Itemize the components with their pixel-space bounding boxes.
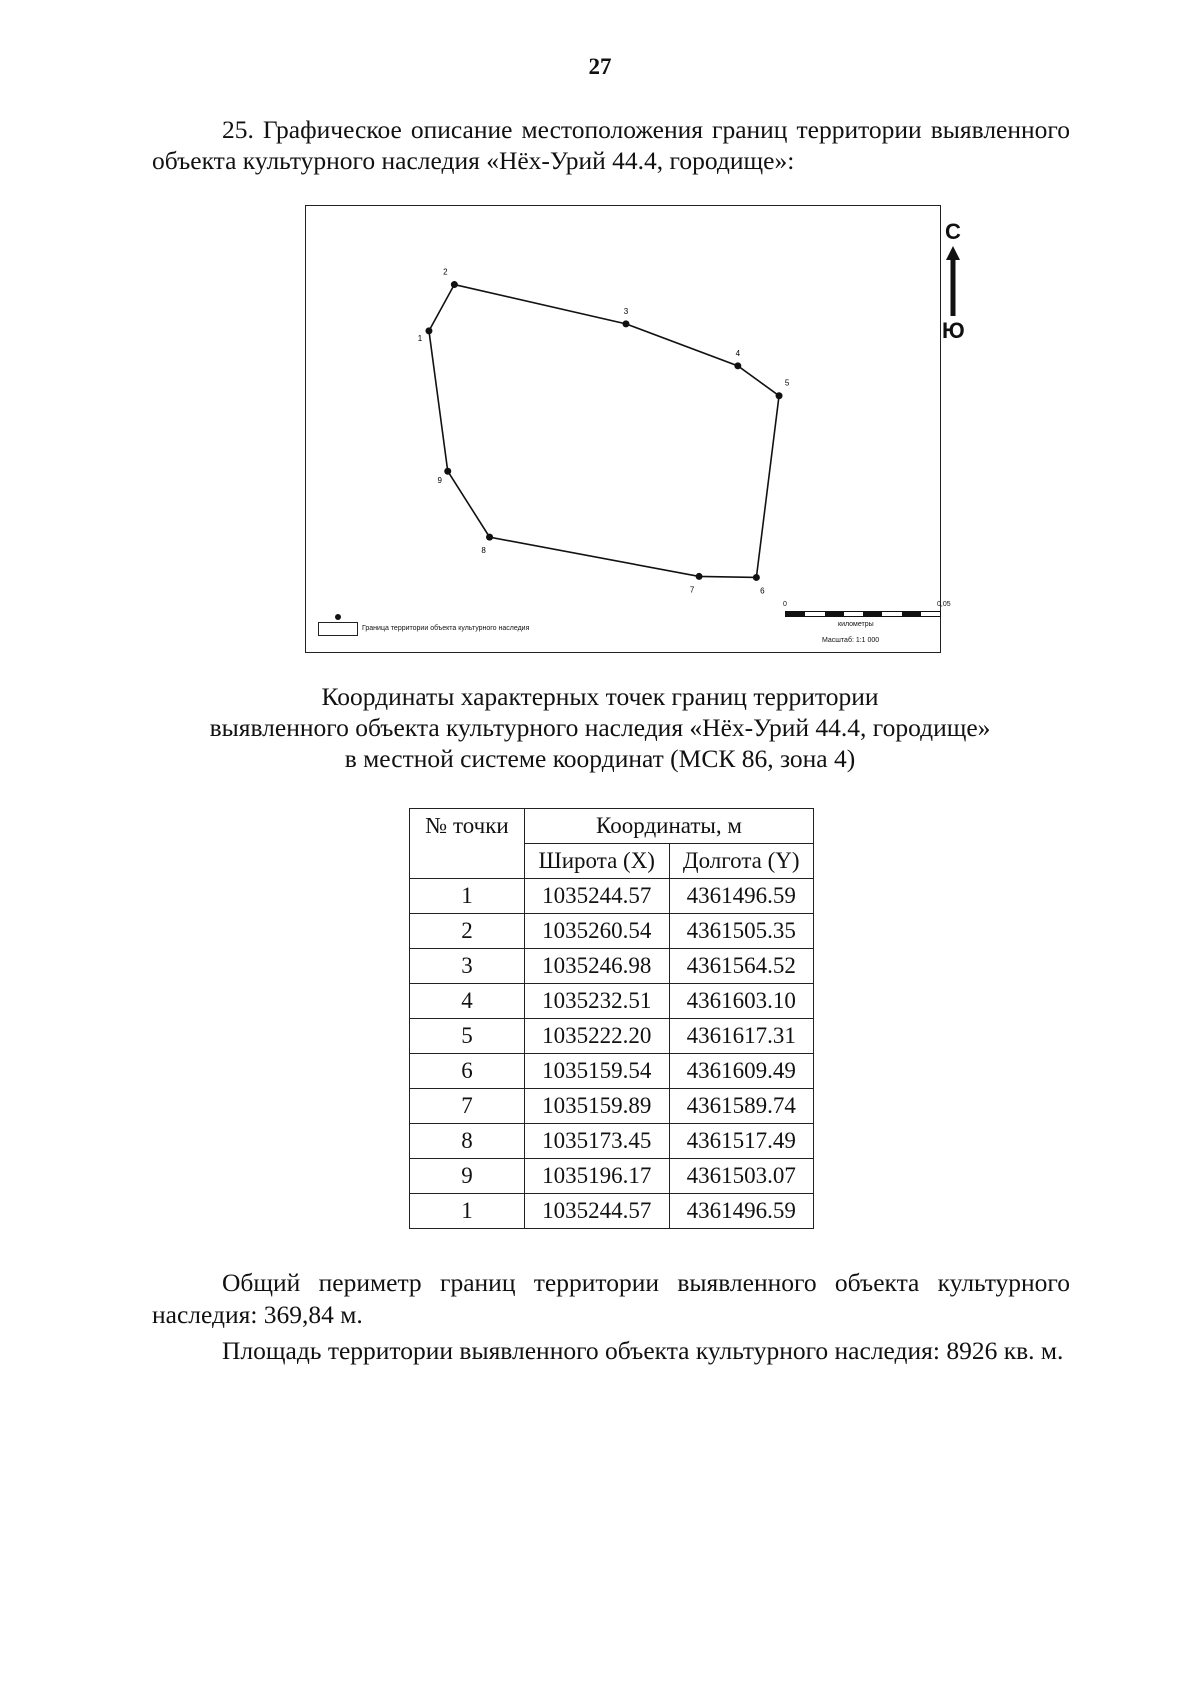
cell-point: 1 [410,1194,525,1229]
table-row [410,914,814,949]
legend-label: Граница территории объекта культурного наследия [362,625,530,632]
boundary-point-marker [776,392,783,399]
cell-y: 4361517.49 [669,1124,814,1159]
perimeter-paragraph: Общий периметр границ территории выявленного объекта культурного наследия: 369,84 м. [152,1268,1070,1329]
north-label: С [945,219,961,244]
boundary-point-marker [425,327,432,334]
boundary-point-label: 5 [784,378,790,388]
boundary-map [305,205,941,653]
cell-point: 6 [410,1054,525,1089]
boundary-map-canvas [306,206,942,654]
caption-line-3: в местной системе координат (МСК 86, зона 4) [344,744,856,773]
scale-unit-label: километры [838,621,874,628]
boundary-polygon [429,285,779,578]
table-row [410,949,814,984]
boundary-point-label: 1 [417,333,423,343]
cell-x: 1035244.57 [525,879,670,914]
scale-start-label: 0 [783,601,787,608]
page-number: 27 [588,54,612,79]
table-row [410,984,814,1019]
header-longitude: Долгота (Y) [669,844,814,879]
table-caption [0,681,1200,774]
boundary-point-label: 2 [443,267,448,277]
cell-y: 4361505.35 [669,914,814,949]
scale-bar [785,611,941,617]
boundary-point-label: 9 [437,476,442,486]
cell-point: 8 [410,1124,525,1159]
header-coordinates: Координаты, м [525,809,814,844]
boundary-point-label: 8 [481,546,486,556]
cell-point: 7 [410,1089,525,1124]
boundary-point-marker [622,320,629,327]
caption-line-2: выявленного объекта культурного наследия «Нёх-Урий 44.4, городище» [209,713,991,742]
cell-x: 1035222.20 [525,1019,670,1054]
heading-line-1: 25. Графическое описание местоположения границ территории выявленного объекта культурного наследия «Нёх-Урий 44.4, городище»: [152,115,1070,175]
table-row [410,1089,814,1124]
boundary-point-marker [734,362,741,369]
cell-x: 1035260.54 [525,914,670,949]
cell-y: 4361503.07 [669,1159,814,1194]
cell-x: 1035159.54 [525,1054,670,1089]
table-row [410,1124,814,1159]
cell-x: 1035196.17 [525,1159,670,1194]
cell-x: 1035173.45 [525,1124,670,1159]
cell-y: 4361496.59 [669,1194,814,1229]
table-row [410,879,814,914]
cell-y: 4361496.59 [669,879,814,914]
boundary-point-label: 3 [623,306,629,316]
table-row [410,1159,814,1194]
boundary-point-marker [753,574,760,581]
scale-end-label: 0,05 [937,601,951,608]
cell-point: 3 [410,949,525,984]
cell-point: 2 [410,914,525,949]
table-row [410,1054,814,1089]
boundary-point-marker [696,573,703,580]
boundary-point-label: 4 [735,348,741,358]
cell-y: 4361564.52 [669,949,814,984]
cell-point: 4 [410,984,525,1019]
cell-point: 1 [410,879,525,914]
scale-ratio-label: Масштаб: 1:1 000 [822,637,880,644]
section-heading [152,114,1070,176]
table-row [410,1194,814,1229]
cell-x: 1035232.51 [525,984,670,1019]
legend-marker-icon [335,614,341,620]
cell-x: 1035244.57 [525,1194,670,1229]
header-latitude: Широта (X) [525,844,670,879]
boundary-point-label: 7 [689,585,695,595]
cell-x: 1035246.98 [525,949,670,984]
header-point-number: № точки [410,809,525,879]
cell-y: 4361617.31 [669,1019,814,1054]
legend-boundary-symbol [318,622,358,636]
boundary-point-marker [444,468,451,475]
table-row [410,1019,814,1054]
cell-point: 5 [410,1019,525,1054]
cell-y: 4361609.49 [669,1054,814,1089]
boundary-point-marker [451,281,458,288]
cell-point: 9 [410,1159,525,1194]
cell-x: 1035159.89 [525,1089,670,1124]
caption-line-1: Координаты характерных точек границ территории [321,682,879,711]
coordinates-table [409,808,814,1229]
cell-y: 4361603.10 [669,984,814,1019]
cell-y: 4361589.74 [669,1089,814,1124]
area-paragraph: Площадь территории выявленного объекта культурного наследия: 8926 кв. м. [222,1336,1064,1365]
boundary-point-marker [486,534,493,541]
south-label: Ю [942,318,965,343]
boundary-point-label: 6 [760,586,765,596]
